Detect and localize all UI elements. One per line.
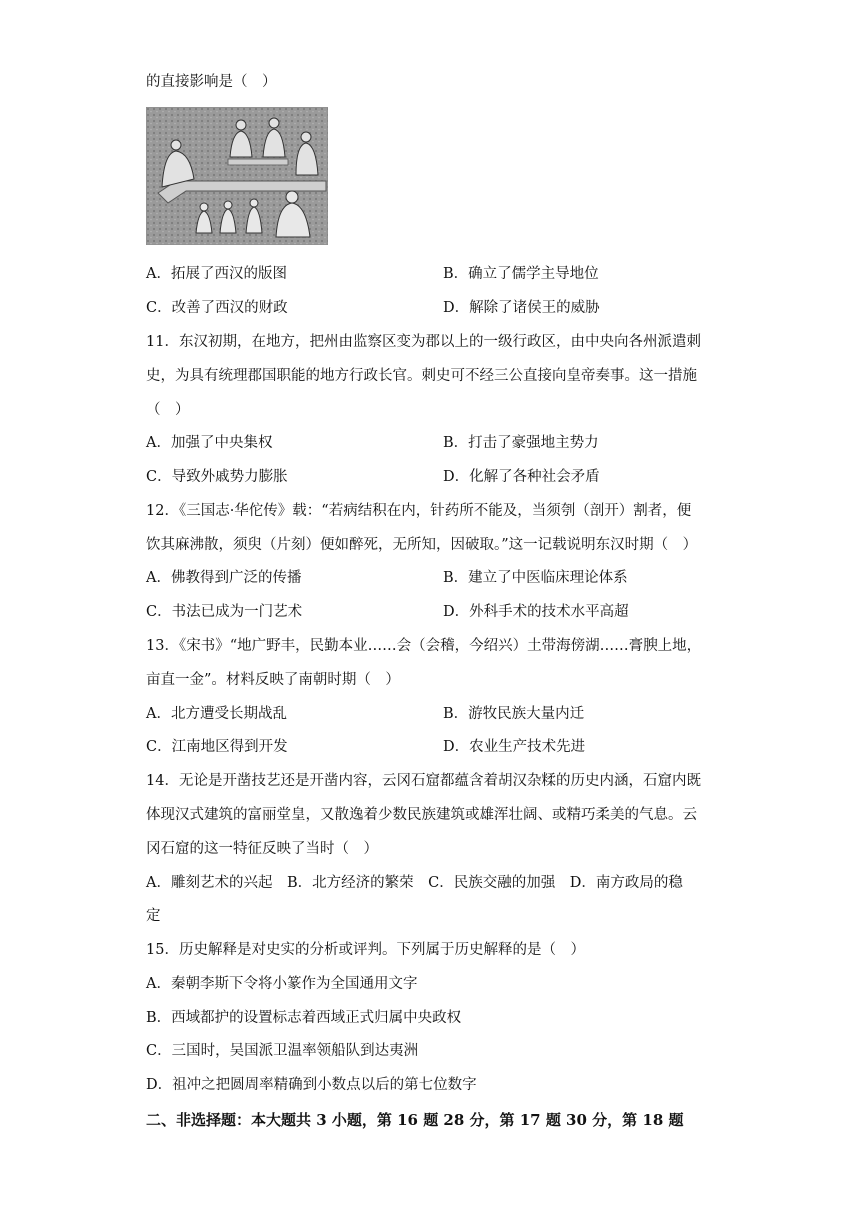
q13-option-d: D．农业生产技术先进: [443, 739, 586, 755]
q11-option-b: B．打击了豪强地主势力: [443, 435, 599, 451]
q11-stem-line1: 11．东汉初期，在地方，把州由监察区变为郡以上的一级行政区，由中央向各州派遣刺: [146, 334, 701, 350]
q13-option-c: C．江南地区得到开发: [146, 739, 288, 755]
q14-stem-line2: 体现汉式建筑的富丽堂皇，又散逸着少数民族建筑或雄浑壮阔、或精巧柔美的气息。云: [146, 807, 697, 823]
han-dynasty-stone-relief-image: [146, 107, 328, 245]
q11-option-a: A．加强了中央集权: [146, 435, 273, 451]
q15-stem-line1: 15．历史解释是对史实的分析或评判。下列属于历史解释的是（ ）: [146, 942, 585, 958]
q12-option-b: B．建立了中医临床理论体系: [443, 570, 628, 586]
q14-stem-line1: 14．无论是开凿技艺还是开凿内容，云冈石窟都蕴含着胡汉杂糅的历史内涵，石窟内既: [146, 773, 701, 789]
q13-option-a: A．北方遭受长期战乱: [146, 706, 287, 722]
q11-stem-line3: （ ）: [146, 402, 190, 418]
q11-option-c: C．导致外戚势力膨胀: [146, 469, 288, 485]
q12-option-d: D．外科手术的技术水平高超: [443, 604, 629, 620]
q15-option-b: B．西域都护的设置标志着西域正式归属中央政权: [146, 1010, 462, 1026]
q12-stem-line2: 饮其麻沸散，须臾（片刻）便如醉死，无所知，因破取。”这一记载说明东汉时期（ ）: [146, 537, 698, 553]
q14-options-line: A．雕刻艺术的兴起 B．北方经济的繁荣 C．民族交融的加强 D．南方政局的稳: [146, 875, 683, 891]
q12-stem-line1: 12．《三国志·华佗传》载：“若病结积在内，针药所不能及，当须刳（剖开）割者，便: [146, 503, 692, 519]
q13-stem-line2: 亩直一金”。材料反映了南朝时期（ ）: [146, 672, 400, 688]
q10-option-b: B．确立了儒学主导地位: [443, 266, 599, 282]
q14-options-wrap: 定: [146, 908, 161, 924]
q14-stem-line3: 冈石窟的这一特征反映了当时（ ）: [146, 841, 378, 857]
q12-option-c: C．书法已成为一门艺术: [146, 604, 303, 620]
q10-option-c: C．改善了西汉的财政: [146, 300, 288, 316]
q10-stem-tail: 的直接影响是（ ）: [146, 74, 277, 90]
q13-stem-line1: 13．《宋书》“地广野丰，民勤本业……会（会稽，今绍兴）土带海傍湖……膏腴上地，: [146, 638, 702, 654]
q12-option-a: A．佛教得到广泛的传播: [146, 570, 302, 586]
q15-option-a: A．秦朝李斯下令将小篆作为全国通用文字: [146, 976, 418, 992]
q13-option-b: B．游牧民族大量内迁: [443, 706, 585, 722]
q11-option-d: D．化解了各种社会矛盾: [443, 469, 600, 485]
q10-option-d: D．解除了诸侯王的威胁: [443, 300, 600, 316]
q15-option-d: D．祖冲之把圆周率精确到小数点以后的第七位数字: [146, 1077, 477, 1093]
q15-option-c: C．三国时，吴国派卫温率领船队到达夷洲: [146, 1043, 419, 1059]
q11-stem-line2: 史，为具有统理郡国职能的地方行政长官。刺史可不经三公直接向皇帝奏事。这一措施: [146, 368, 697, 384]
section2-heading: 二、非选择题：本大题共 3 小题，第 16 题 28 分，第 17 题 30 分，第 18 题: [146, 1111, 684, 1129]
q10-option-a: A．拓展了西汉的版图: [146, 266, 287, 282]
